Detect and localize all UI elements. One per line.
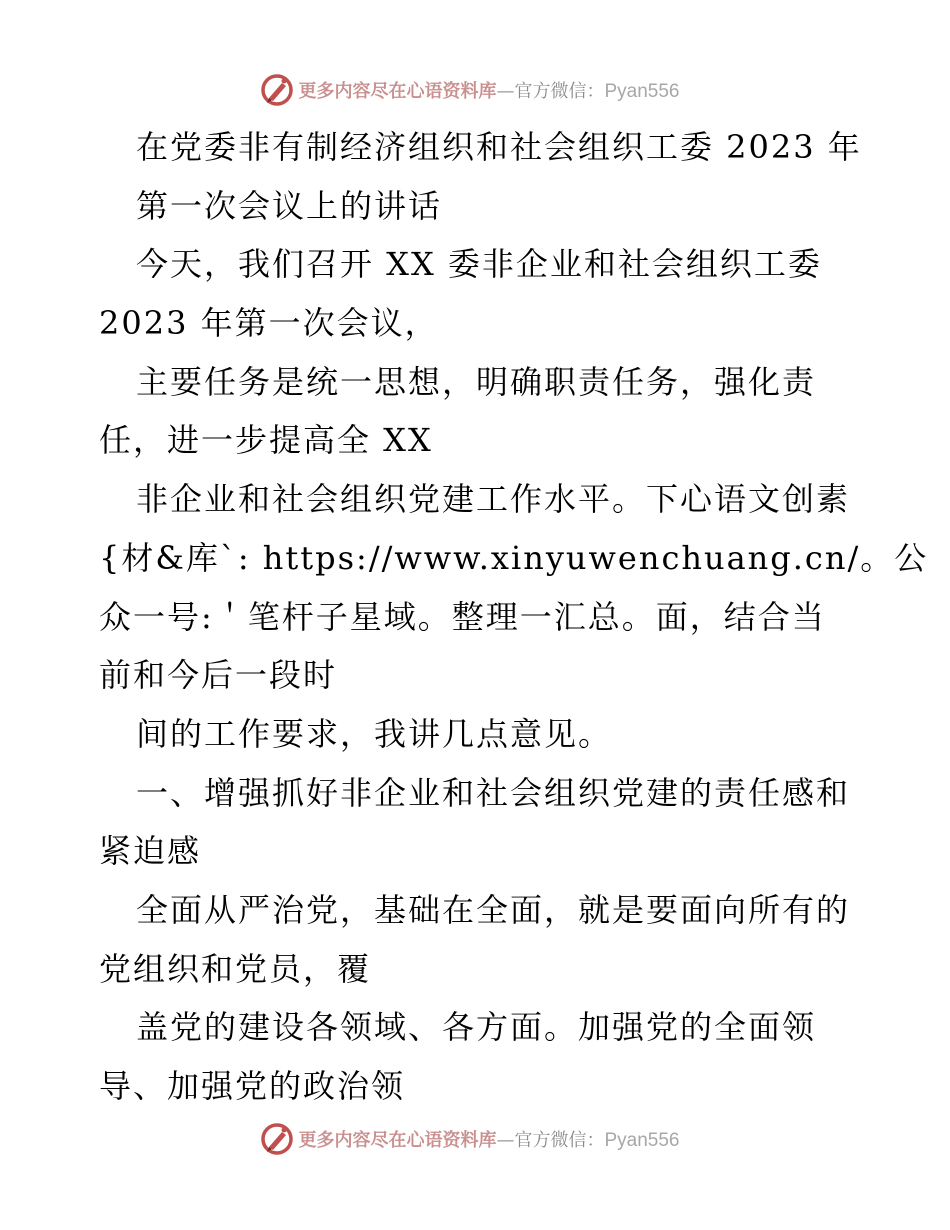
section-heading-line: 紧迫感 (99, 832, 202, 871)
document-title-line-2: 第一次会议上的讲话 (136, 186, 443, 225)
watermark-wechat-id: Pyan556 (604, 81, 680, 102)
watermark-text (298, 77, 679, 103)
paragraph-line: 全面从严治党，基础在全面，就是要面向所有的 (136, 890, 851, 929)
watermark-footer (0, 1119, 950, 1159)
document-title-line-1: 在党委非有制经济组织和社会组织工委 2023 年 (136, 128, 862, 166)
paragraph-line: 任，进一步提高全 XX (99, 421, 433, 460)
watermark-main-text: 更多内容尽在心语资料库 (298, 1130, 497, 1151)
paragraph-line: 今天，我们召开 XX 委非企业和社会组织工委 (136, 245, 822, 284)
paragraph-line: 党组织和党员，覆 (99, 949, 372, 988)
watermark-text (298, 1126, 679, 1152)
watermark-separator: — (496, 81, 515, 102)
paragraph-line: 导、加强党的政治领 (99, 1067, 406, 1105)
section-heading-line: 一、增强抓好非企业和社会组织党建的责任感和 (136, 773, 851, 812)
watermark-separator: — (496, 1130, 515, 1151)
paragraph-line: 间的工作要求，我讲几点意见。 (136, 714, 613, 753)
watermark-header-content (260, 73, 679, 107)
watermark-header (0, 70, 950, 110)
paragraph-line: 主要任务是统一思想，明确职责任务，强化责 (136, 362, 817, 401)
paragraph-line: {材&库`: https://www.xinyuwenchuang.cn/。公 (99, 538, 929, 577)
watermark-footer-content (260, 1122, 679, 1156)
paragraph-line: 盖党的建设各领域、各方面。加强党的全面领 (136, 1008, 817, 1047)
watermark-wechat-id: Pyan556 (604, 1130, 680, 1151)
paragraph-line: 2023 年第一次会议， (99, 304, 439, 343)
document-body (0, 121, 950, 1119)
paragraph-line: 前和今后一段时 (99, 656, 338, 695)
watermark-main-text: 更多内容尽在心语资料库 (298, 81, 497, 102)
paragraph-line: 非企业和社会组织党建工作水平。下心语文创素 (136, 480, 851, 519)
red-circle-pen-logo-icon (260, 1122, 294, 1156)
red-circle-pen-logo-icon (260, 73, 294, 107)
paragraph-line: 众一号:＇笔杆子星域。整理一汇总。面，结合当 (99, 597, 826, 636)
watermark-wechat-label: 官方微信： (514, 81, 605, 102)
watermark-wechat-label: 官方微信： (514, 1130, 605, 1151)
